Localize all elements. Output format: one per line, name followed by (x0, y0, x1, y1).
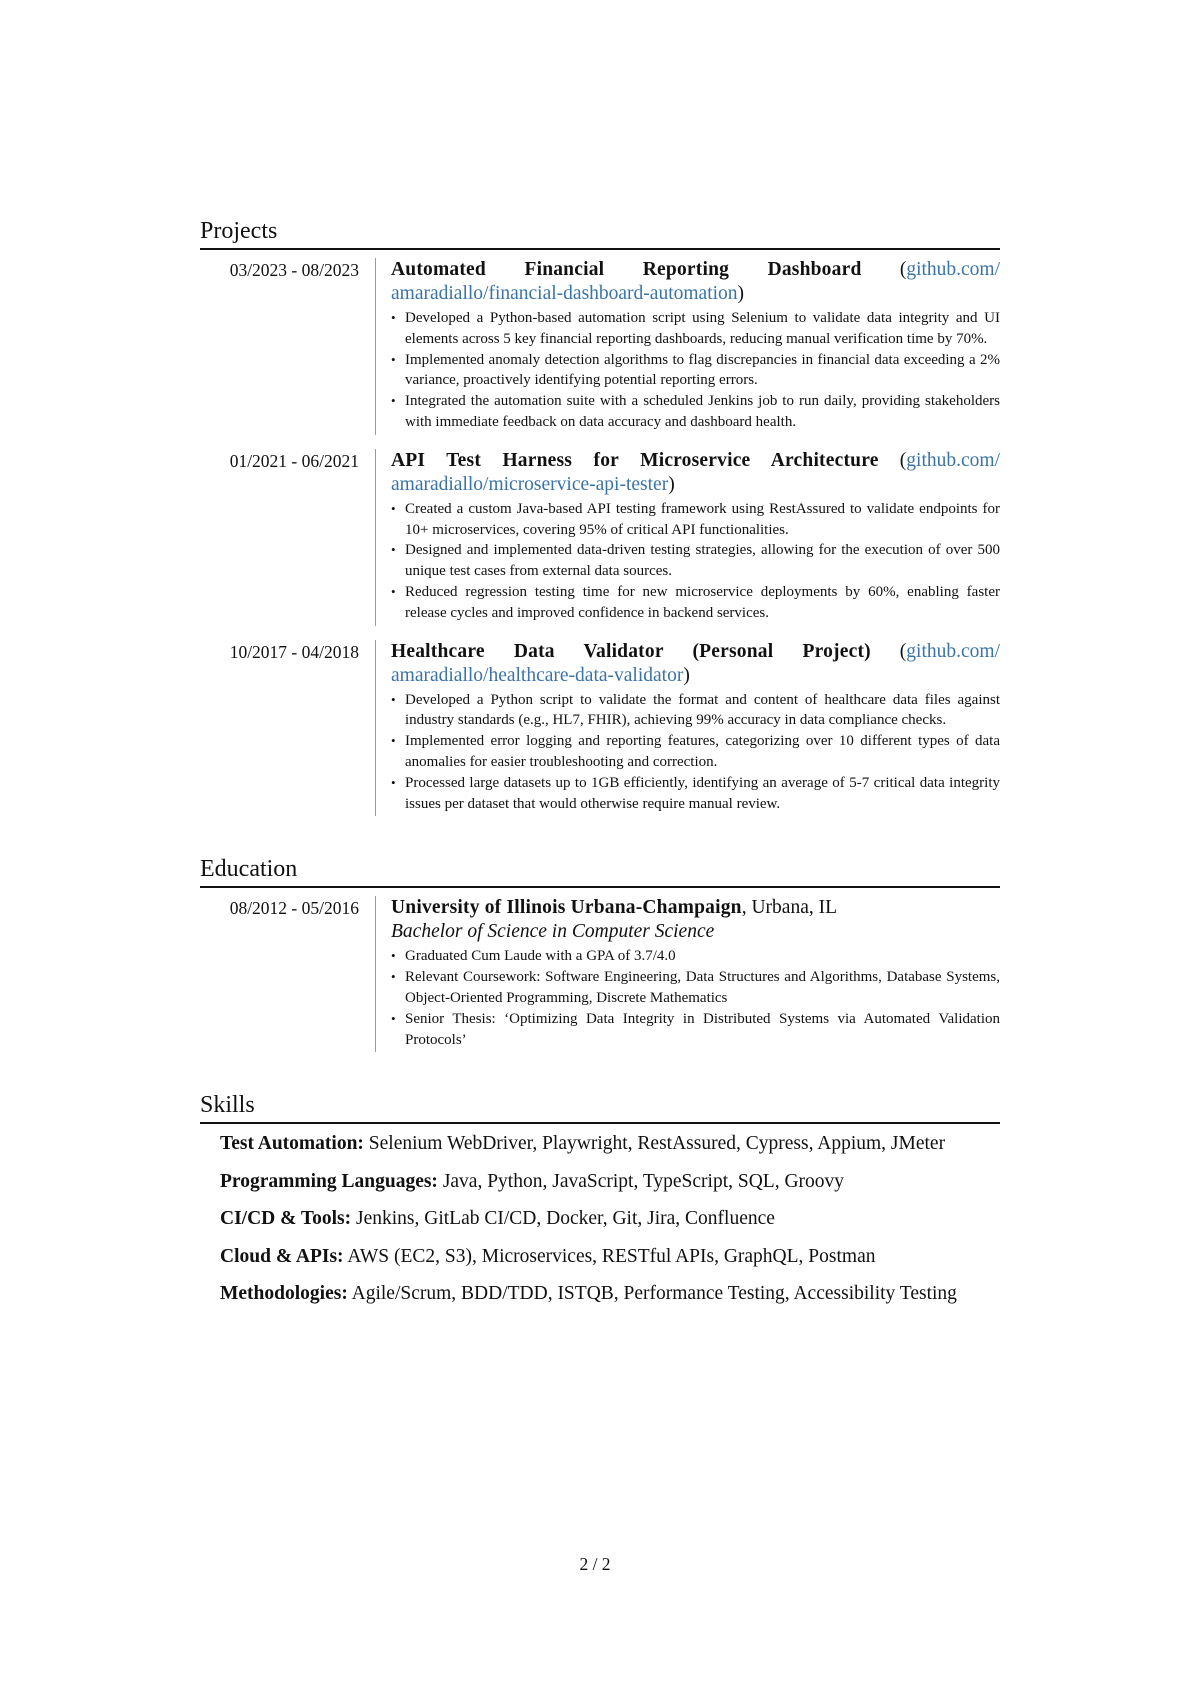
project-name: Healthcare Data Validator (Personal Project) (391, 640, 871, 662)
skill-label: CI/CD & Tools: (220, 1208, 352, 1230)
skill-label: Cloud & APIs: (220, 1245, 344, 1267)
skill-label: Test Automation: (220, 1133, 364, 1155)
skill-value: Selenium WebDriver, Playwright, RestAssured, Cypress, Appium, JMeter (363, 1133, 946, 1155)
skill-value: Agile/Scrum, BDD/TDD, ISTQB, Performance Testing, Accessibility Testing (347, 1283, 957, 1305)
bullet-list (391, 499, 1000, 624)
project-repo-link[interactable]: github.com/ amaradiallo/financial-dashboard-automation (391, 259, 1001, 304)
bullet-item: • Developed a Python-based automation script using Selenium to validate data integrity and UI elements across 5 key financial reporting dashboards, reducing manual verification time by 70%. (391, 308, 1000, 350)
projects-entries (200, 250, 1000, 816)
resume-page (200, 216, 1000, 1344)
section-title-skills: Skills (200, 1090, 1000, 1124)
skill-row (220, 1132, 1000, 1156)
skill-label: Methodologies: (220, 1283, 348, 1305)
project-entry (200, 449, 1000, 626)
link-paren-close: ) (737, 283, 745, 304)
skills-section (200, 1090, 1000, 1306)
bullet-item: • Graduated Cum Laude with a GPA of 3.7/4.0 (391, 946, 1000, 967)
skill-label: Programming Languages: (220, 1170, 438, 1192)
page-number: 2 / 2 (579, 1554, 611, 1574)
skill-row (220, 1282, 1000, 1306)
institution-line (391, 896, 1000, 920)
link-paren-open: ( (899, 449, 907, 471)
project-repo-link[interactable]: github.com/ amaradiallo/microservice-api-tester (391, 449, 1000, 495)
bullet-list (391, 308, 1000, 433)
link-paren-close: ) (668, 473, 675, 495)
bullet-item: • Processed large datasets up to 1GB efficiently, identifying an average of 5-7 critical data integrity issues per dataset that would otherwise require manual review. (391, 773, 1000, 815)
skill-value: Jenkins, GitLab CI/CD, Docker, Git, Jira, Confluence (351, 1208, 775, 1230)
education-entry (200, 896, 1000, 1052)
entry-date: 03/2023 - 08/2023 (229, 260, 359, 280)
link-paren-close: ) (683, 664, 690, 686)
project-entry (200, 258, 1000, 435)
entry-body (375, 258, 1000, 435)
entry-date: 10/2017 - 04/2018 (229, 641, 359, 662)
bullet-item: • Implemented anomaly detection algorithms to flag discrepancies in financial data exceeding a 2% variance, proactively identifying potential reporting errors. (391, 350, 1000, 392)
project-name: Automated Financial Reporting Dashboard (391, 259, 862, 280)
skill-value: Java, Python, JavaScript, TypeScript, SQL, Groovy (437, 1170, 845, 1192)
skills-list (200, 1124, 1000, 1306)
project-title (391, 258, 1000, 306)
bullet-item: • Relevant Coursework: Software Engineering, Data Structures and Algorithms, Database Systems, Object-Oriented Programming, Discrete Mathematics (391, 967, 1000, 1009)
project-title (391, 449, 1000, 497)
institution-name: University of Illinois Urbana-Champaign (391, 897, 742, 919)
entry-body (375, 449, 1000, 626)
education-section (200, 854, 1000, 1052)
bullet-item: • Created a custom Java-based API testing framework using RestAssured to validate endpoints for 10+ microservices, covering 95% of critical API functionalities. (391, 499, 1000, 541)
bullet-item: • Senior Thesis: ‘Optimizing Data Integrity in Distributed Systems via Automated Validation Protocols’ (391, 1009, 1000, 1051)
bullet-item: • Reduced regression testing time for new microservice deployments by 60%, enabling faster release cycles and improved confidence in backend services. (391, 582, 1000, 624)
bullet-list (391, 946, 1000, 1050)
bullet-item: • Designed and implemented data-driven testing strategies, allowing for the execution of over 500 unique test cases from external data sources. (391, 540, 1000, 582)
bullet-list (391, 690, 1000, 815)
bullet-item: • Implemented error logging and reporting features, categorizing over 10 different types of data anomalies for easier troubleshooting and correction. (391, 731, 1000, 773)
skill-row (220, 1207, 1000, 1231)
project-title (391, 640, 1000, 688)
project-name: API Test Harness for Microservice Architecture (391, 449, 879, 471)
degree: Bachelor of Science in Computer Science (391, 921, 715, 943)
bullet-item: • Developed a Python script to validate the format and content of healthcare data files against industry standards (e.g., HL7, FHIR), achieving 99% accuracy in data compliance checks. (391, 690, 1000, 732)
bullet-item: • Integrated the automation suite with a scheduled Jenkins job to run daily, providing stakeholders with immediate feedback on data accuracy and dashboard health. (391, 391, 1000, 433)
entry-date: 01/2021 - 06/2021 (229, 450, 359, 471)
project-entry (200, 640, 1000, 817)
education-entries (200, 888, 1000, 1052)
link-paren-open: ( (899, 259, 907, 280)
project-repo-link[interactable]: github.com/ amaradiallo/healthcare-data-validator (391, 640, 1000, 686)
skill-value: AWS (EC2, S3), Microservices, RESTful APIs, GraphQL, Postman (343, 1245, 876, 1267)
skill-row (220, 1170, 1000, 1194)
institution-location: , Urbana, IL (741, 897, 838, 919)
entry-date: 08/2012 - 05/2016 (229, 898, 359, 919)
skill-row (220, 1245, 1000, 1269)
entry-body (375, 640, 1000, 817)
section-title-projects: Projects (200, 216, 1000, 250)
section-title-education: Education (200, 854, 1000, 888)
entry-body (375, 896, 1000, 1052)
link-paren-open: ( (899, 640, 907, 662)
projects-section (200, 216, 1000, 816)
